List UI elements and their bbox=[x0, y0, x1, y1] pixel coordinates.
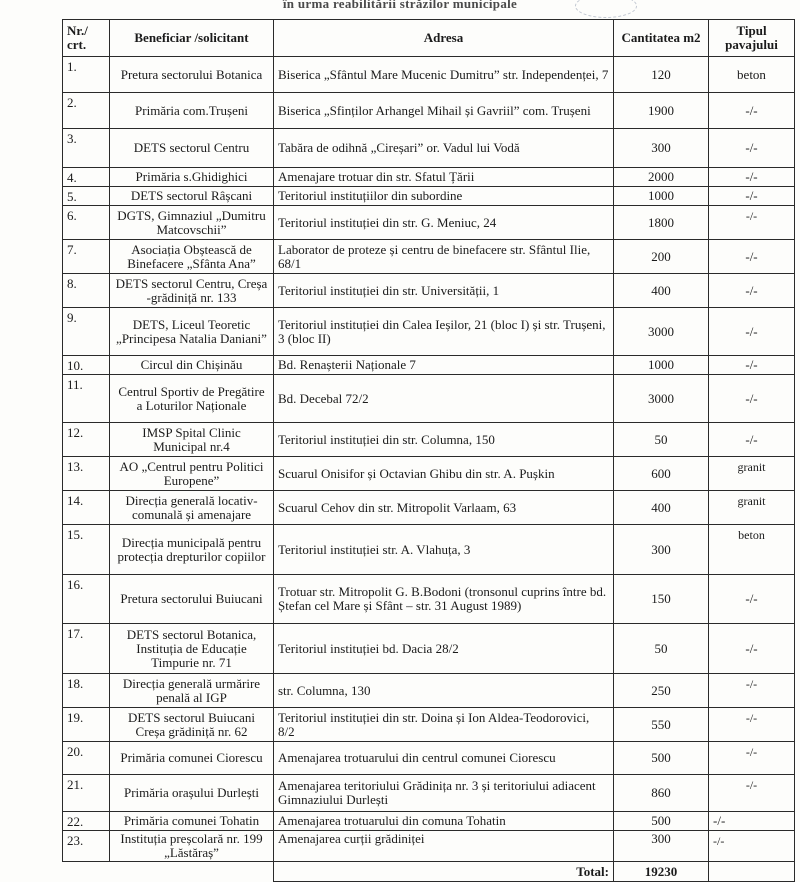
cell-tipul: -/- bbox=[709, 812, 795, 831]
cell-adresa: Teritoriul instituției din str. Doina și Ion Aldea-Teodorovici, 8/2 bbox=[274, 708, 614, 742]
cell-adresa: Biserica „Sfântul Mare Mucenic Dumitru” str. Independenței, 7 bbox=[274, 57, 614, 93]
cell-tipul: -/- bbox=[709, 575, 795, 624]
cell-beneficiar: DETS sectorul Centru bbox=[110, 129, 274, 168]
cell-tipul: -/- bbox=[709, 129, 795, 168]
cell-adresa: Teritoriul instituției din str. Universității, 1 bbox=[274, 274, 614, 308]
cell-tipul: -/- bbox=[709, 168, 795, 187]
cell-tipul: -/- bbox=[709, 240, 795, 274]
cell-beneficiar: DETS sectorul Botanica, Instituția de Educație Timpurie nr. 71 bbox=[110, 624, 274, 674]
cell-cantitatea: 500 bbox=[614, 812, 709, 831]
cell-adresa: Trotuar str. Mitropolit G. B.Bodoni (tronsonul cuprins între bd. Ștefan cel Mare și Sfânt – str. 31 August 1989) bbox=[274, 575, 614, 624]
cell-cantitatea: 600 bbox=[614, 457, 709, 491]
cell-beneficiar: Direcția generală locativ-comunală și amenajare bbox=[110, 491, 274, 525]
cell-cantitatea: 1000 bbox=[614, 356, 709, 375]
cell-tipul: -/- bbox=[709, 831, 795, 862]
cell-cantitatea: 400 bbox=[614, 491, 709, 525]
table-row bbox=[63, 308, 795, 356]
cell-nr: 9. bbox=[63, 308, 110, 356]
cell-beneficiar: DGTS, Gimnaziul „Dumitru Matcovschii” bbox=[110, 206, 274, 240]
header-cantitatea: Cantitatea m2 bbox=[614, 20, 709, 57]
cell-adresa: Tabăra de odihnă „Cireșari” or. Vadul lui Vodă bbox=[274, 129, 614, 168]
cell-tipul: granit bbox=[709, 491, 795, 525]
cell-adresa: Teritoriul instituției din Calea Ieșilor, 21 (bloc I) și str. Trușeni, 3 (bloc II) bbox=[274, 308, 614, 356]
paving-table bbox=[62, 19, 795, 882]
cell-tipul: -/- bbox=[709, 356, 795, 375]
table-row bbox=[63, 93, 795, 129]
cell-nr: 23. bbox=[63, 831, 110, 862]
table-row bbox=[63, 575, 795, 624]
total-row bbox=[63, 862, 795, 882]
cell-adresa: Scuarul Cehov din str. Mitropolit Varlaam, 63 bbox=[274, 491, 614, 525]
cell-adresa: Amenajarea trotuarului din centrul comunei Ciorescu bbox=[274, 742, 614, 775]
cell-adresa: Teritoriul instituțiilor din subordine bbox=[274, 187, 614, 206]
cell-nr: 2. bbox=[63, 93, 110, 129]
cell-tipul: -/- bbox=[709, 624, 795, 674]
cell-cantitatea: 50 bbox=[614, 624, 709, 674]
cell-beneficiar: Primăria comunei Tohatin bbox=[110, 812, 274, 831]
cell-cantitatea: 150 bbox=[614, 575, 709, 624]
cell-beneficiar: Primăria comunei Ciorescu bbox=[110, 742, 274, 775]
cell-tipul: -/- bbox=[709, 423, 795, 457]
cell-beneficiar: Circul din Chișinău bbox=[110, 356, 274, 375]
cell-nr: 18. bbox=[63, 674, 110, 708]
header-tipul: Tipul pavajului bbox=[709, 20, 795, 57]
cell-adresa: Amenajarea curții grădiniței bbox=[274, 831, 614, 862]
cell-beneficiar: DETS sectorul Râșcani bbox=[110, 187, 274, 206]
cell-nr: 16. bbox=[63, 575, 110, 624]
cell-nr: 1. bbox=[63, 57, 110, 93]
table-row bbox=[63, 356, 795, 375]
cell-nr: 21. bbox=[63, 775, 110, 812]
table-row bbox=[63, 274, 795, 308]
cell-tipul: -/- bbox=[709, 187, 795, 206]
cell-tipul: -/- bbox=[709, 674, 795, 708]
cell-beneficiar: Pretura sectorului Botanica bbox=[110, 57, 274, 93]
table-row bbox=[63, 457, 795, 491]
cell-adresa: Amenajarea teritoriului Grădinița nr. 3 și teritoriului adiacent Gimnaziului Durlești bbox=[274, 775, 614, 812]
cell-beneficiar: DETS, Liceul Teoretic „Principesa Natalia Daniani” bbox=[110, 308, 274, 356]
header-row bbox=[63, 20, 795, 57]
cell-beneficiar: DETS sectorul Centru, Creșa -grădiniță nr. 133 bbox=[110, 274, 274, 308]
table-row bbox=[63, 674, 795, 708]
cell-adresa: Bd. Decebal 72/2 bbox=[274, 375, 614, 423]
cell-beneficiar: Direcția generală urmărire penală al IGP bbox=[110, 674, 274, 708]
cell-adresa: Teritoriul instituției din str. Columna, 150 bbox=[274, 423, 614, 457]
cell-nr: 10. bbox=[63, 356, 110, 375]
stamp-mark bbox=[575, 0, 637, 18]
cell-nr: 15. bbox=[63, 525, 110, 575]
cell-tipul: -/- bbox=[709, 742, 795, 775]
cell-cantitatea: 3000 bbox=[614, 308, 709, 356]
cell-nr: 6. bbox=[63, 206, 110, 240]
table-row bbox=[63, 187, 795, 206]
table-row bbox=[63, 742, 795, 775]
cell-nr: 17. bbox=[63, 624, 110, 674]
cell-nr: 11. bbox=[63, 375, 110, 423]
cell-tipul: -/- bbox=[709, 274, 795, 308]
cell-beneficiar: IMSP Spital Clinic Municipal nr.4 bbox=[110, 423, 274, 457]
table-row bbox=[63, 240, 795, 274]
cell-cantitatea: 400 bbox=[614, 274, 709, 308]
cell-beneficiar: DETS sectorul Buiucani Creșa grădiniță nr. 62 bbox=[110, 708, 274, 742]
cell-nr: 19. bbox=[63, 708, 110, 742]
cell-cantitatea: 550 bbox=[614, 708, 709, 742]
cell-beneficiar: Asociația Obștească de Binefacere „Sfânta Ana” bbox=[110, 240, 274, 274]
cell-beneficiar: AO „Centrul pentru Politici Europene” bbox=[110, 457, 274, 491]
cell-nr: 5. bbox=[63, 187, 110, 206]
cell-beneficiar: Direcția municipală pentru protecția drepturilor copiilor bbox=[110, 525, 274, 575]
cell-adresa: Teritoriul instituției bd. Dacia 28/2 bbox=[274, 624, 614, 674]
cell-beneficiar: Pretura sectorului Buiucani bbox=[110, 575, 274, 624]
cell-beneficiar: Primăria s.Ghidighici bbox=[110, 168, 274, 187]
cell-tipul: granit bbox=[709, 457, 795, 491]
cell-adresa: Amenajare trotuar din str. Sfatul Țării bbox=[274, 168, 614, 187]
cell-adresa: Laborator de proteze și centru de binefacere str. Sfântul Ilie, 68/1 bbox=[274, 240, 614, 274]
cell-cantitatea: 2000 bbox=[614, 168, 709, 187]
header-beneficiar: Beneficiar /solicitant bbox=[110, 20, 274, 57]
table-row bbox=[63, 708, 795, 742]
cell-adresa: Scuarul Onisifor și Octavian Ghibu din str. A. Pușkin bbox=[274, 457, 614, 491]
table-row bbox=[63, 57, 795, 93]
total-empty bbox=[709, 862, 795, 882]
cell-cantitatea: 120 bbox=[614, 57, 709, 93]
cell-cantitatea: 500 bbox=[614, 742, 709, 775]
cell-cantitatea: 1000 bbox=[614, 187, 709, 206]
cell-tipul: -/- bbox=[709, 308, 795, 356]
table-row bbox=[63, 129, 795, 168]
cell-beneficiar: Centrul Sportiv de Pregătire a Loturilor Naționale bbox=[110, 375, 274, 423]
table-row bbox=[63, 375, 795, 423]
cell-nr: 3. bbox=[63, 129, 110, 168]
cell-tipul: beton bbox=[709, 57, 795, 93]
cell-tipul: -/- bbox=[709, 775, 795, 812]
header-nr: Nr./ crt. bbox=[63, 20, 110, 57]
cell-cantitatea: 860 bbox=[614, 775, 709, 812]
cell-beneficiar: Primăria com.Trușeni bbox=[110, 93, 274, 129]
table-row bbox=[63, 525, 795, 575]
cell-nr: 4. bbox=[63, 168, 110, 187]
cell-nr: 12. bbox=[63, 423, 110, 457]
total-value: 19230 bbox=[614, 862, 709, 882]
table-row bbox=[63, 168, 795, 187]
table-row bbox=[63, 624, 795, 674]
table-row bbox=[63, 775, 795, 812]
table-row bbox=[63, 491, 795, 525]
cell-tipul: -/- bbox=[709, 93, 795, 129]
header-adresa: Adresa bbox=[274, 20, 614, 57]
cell-tipul: -/- bbox=[709, 206, 795, 240]
cell-adresa: Teritoriul instituției str. A. Vlahuța, 3 bbox=[274, 525, 614, 575]
cell-nr: 14. bbox=[63, 491, 110, 525]
cell-cantitatea: 3000 bbox=[614, 375, 709, 423]
page-title: în urma reabilitării străzilor municipale bbox=[282, 0, 518, 11]
cell-cantitatea: 300 bbox=[614, 525, 709, 575]
cell-cantitatea: 300 bbox=[614, 129, 709, 168]
table-row bbox=[63, 206, 795, 240]
table-row bbox=[63, 423, 795, 457]
cell-cantitatea: 250 bbox=[614, 674, 709, 708]
cell-cantitatea: 1900 bbox=[614, 93, 709, 129]
cell-adresa: str. Columna, 130 bbox=[274, 674, 614, 708]
table-row bbox=[63, 812, 795, 831]
cell-nr: 20. bbox=[63, 742, 110, 775]
cell-adresa: Bd. Renașterii Naționale 7 bbox=[274, 356, 614, 375]
cell-cantitatea: 200 bbox=[614, 240, 709, 274]
cell-adresa: Biserica „Sfinților Arhangel Mihail și Gavriil” com. Trușeni bbox=[274, 93, 614, 129]
cell-nr: 8. bbox=[63, 274, 110, 308]
cell-tipul: -/- bbox=[709, 375, 795, 423]
cell-nr: 7. bbox=[63, 240, 110, 274]
total-label: Total: bbox=[274, 862, 614, 882]
cell-nr: 22. bbox=[63, 812, 110, 831]
cell-tipul: -/- bbox=[709, 708, 795, 742]
cell-tipul: beton bbox=[709, 525, 795, 575]
cell-cantitatea: 50 bbox=[614, 423, 709, 457]
cell-adresa: Amenajarea trotuarului din comuna Tohatin bbox=[274, 812, 614, 831]
cell-cantitatea: 300 bbox=[614, 831, 709, 862]
cell-nr: 13. bbox=[63, 457, 110, 491]
cell-beneficiar: Instituția preșcolară nr. 199 „Lăstăraș” bbox=[110, 831, 274, 862]
total-blank bbox=[63, 862, 274, 882]
cell-cantitatea: 1800 bbox=[614, 206, 709, 240]
cell-adresa: Teritoriul instituției din str. G. Meniuc, 24 bbox=[274, 206, 614, 240]
table-body bbox=[63, 57, 795, 882]
cell-beneficiar: Primăria orașului Durlești bbox=[110, 775, 274, 812]
